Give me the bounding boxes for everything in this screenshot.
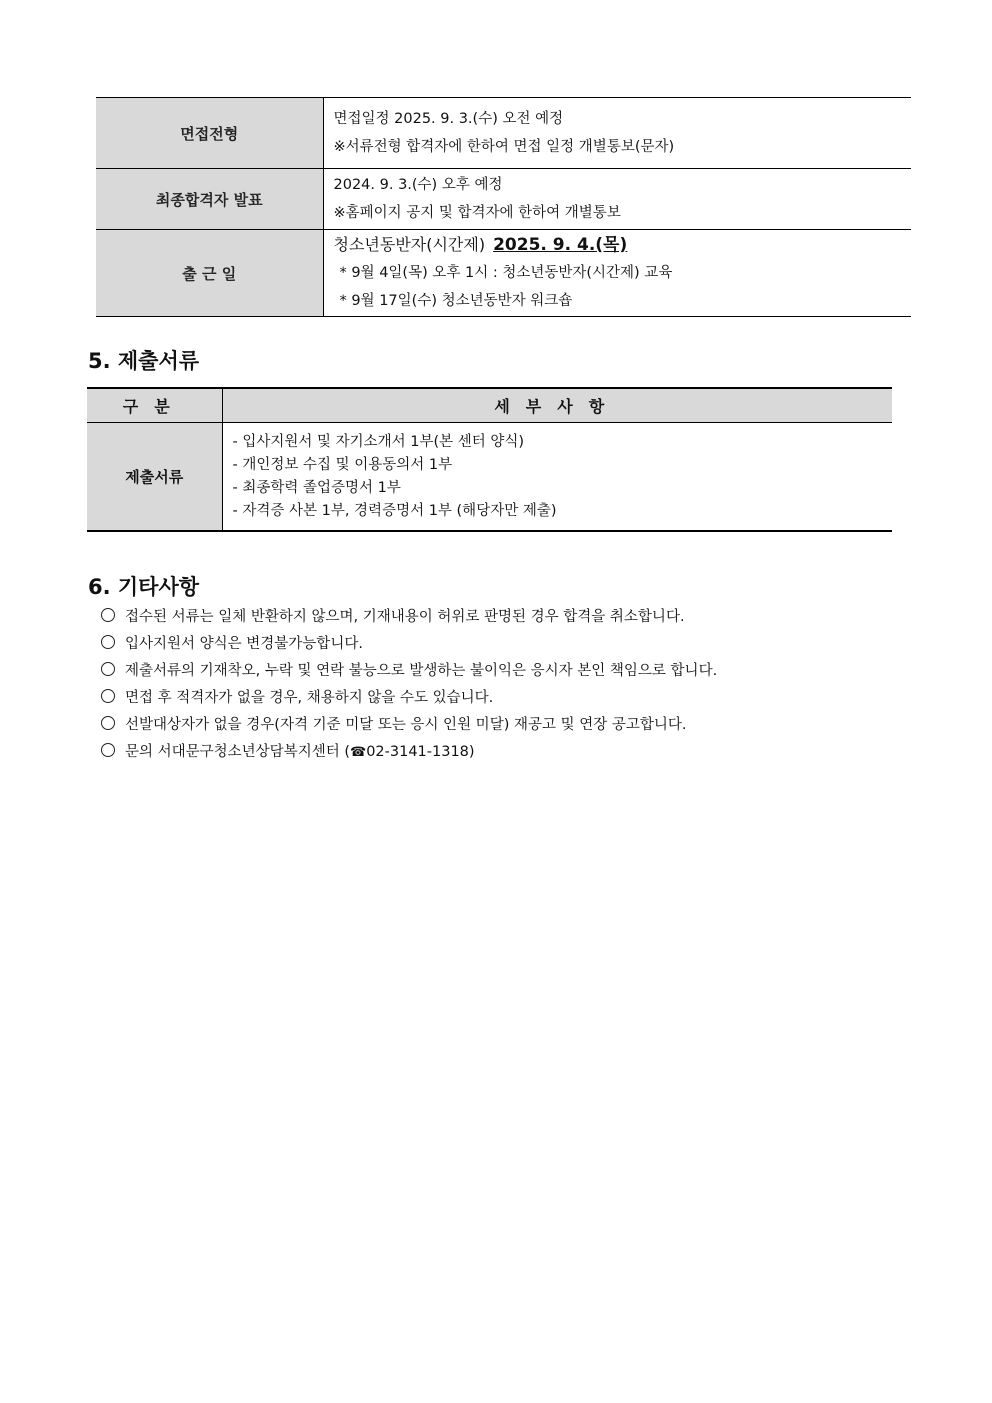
documents-list <box>222 423 892 532</box>
list-item: - 최종학력 졸업증명서 1부 <box>232 479 401 496</box>
list-item: - 자격증 사본 1부, 경력증명서 1부 (해당자만 제출) <box>232 502 557 519</box>
note-text: 선발대상자가 없을 경우(자격 기준 미달 또는 응시 인원 미달) 재공고 및 연장 공고합니다. <box>125 717 687 733</box>
final-announcement-note: ※홈페이지 공지 및 합격자에 한하여 개별통보 <box>333 205 621 221</box>
table-header-row <box>87 388 892 423</box>
list-item <box>101 712 717 739</box>
start-position: 청소년동반자(시간제) <box>333 235 486 254</box>
note-text: 제출서류의 기재착오, 누락 및 연락 불능으로 발생하는 불이익은 응시자 본인 책임으로 합니다. <box>125 663 718 679</box>
circle-bullet-icon <box>101 743 115 757</box>
orientation-note: * 9월 4일(목) 오후 1시 : 청소년동반자(시간제) 교육 <box>339 265 673 281</box>
schedule-table <box>96 97 911 317</box>
table-row <box>96 98 911 169</box>
start-date-value: 2025. 9. 4.(목) <box>493 235 628 255</box>
workshop-note: * 9월 17일(수) 청소년동반자 워크숍 <box>339 293 573 309</box>
contact-item <box>101 739 717 766</box>
note-text: 입사지원서 양식은 변경불가능합니다. <box>125 636 363 652</box>
final-announcement-date: 2024. 9. 3.(수) 오후 예정 <box>333 177 503 193</box>
note-text: 면접 후 적격자가 없을 경우, 채용하지 않을 수도 있습니다. <box>125 690 494 706</box>
contact-number: 02-3141-1318) <box>366 744 475 760</box>
header-category: 구분 <box>87 388 222 423</box>
interview-date: 면접일정 2025. 9. 3.(수) 오전 예정 <box>333 111 564 127</box>
list-item: - 개인정보 수집 및 이용동의서 1부 <box>232 456 453 473</box>
table-row <box>96 169 911 230</box>
final-announcement-label: 최종합격자 발표 <box>96 169 323 230</box>
documents-table <box>87 387 892 532</box>
list-item <box>101 658 717 685</box>
phone-icon: ☎ <box>349 745 367 760</box>
circle-bullet-icon <box>101 716 115 730</box>
notes-list <box>101 604 717 766</box>
header-details: 세부사항 <box>222 388 892 423</box>
interview-note: ※서류전형 합격자에 한하여 면접 일정 개별통보(문자) <box>333 139 675 155</box>
circle-bullet-icon <box>101 662 115 676</box>
interview-details <box>323 98 911 169</box>
list-item: - 입사지원서 및 자기소개서 1부(본 센터 양식) <box>232 433 525 450</box>
table-row <box>96 230 911 317</box>
documents-label: 제출서류 <box>87 423 222 532</box>
list-item <box>101 685 717 712</box>
table-row <box>87 423 892 532</box>
start-date-line <box>334 231 912 259</box>
note-text: 접수된 서류는 일체 반환하지 않으며, 기재내용이 허위로 판명된 경우 합격을 취소합니다. <box>125 609 685 625</box>
interview-label: 면접전형 <box>96 98 323 169</box>
start-date-label: 출 근 일 <box>96 230 323 317</box>
final-announcement-details <box>323 169 911 230</box>
contact-prefix: 문의 서대문구청소년상담복지센터 ( <box>125 744 350 760</box>
circle-bullet-icon <box>101 689 115 703</box>
start-date-details <box>323 230 911 317</box>
section5-title: 5. 제출서류 <box>88 349 200 373</box>
list-item <box>101 604 717 631</box>
list-item <box>101 631 717 658</box>
circle-bullet-icon <box>101 635 115 649</box>
section6-title: 6. 기타사항 <box>88 575 200 599</box>
circle-bullet-icon <box>101 608 115 622</box>
